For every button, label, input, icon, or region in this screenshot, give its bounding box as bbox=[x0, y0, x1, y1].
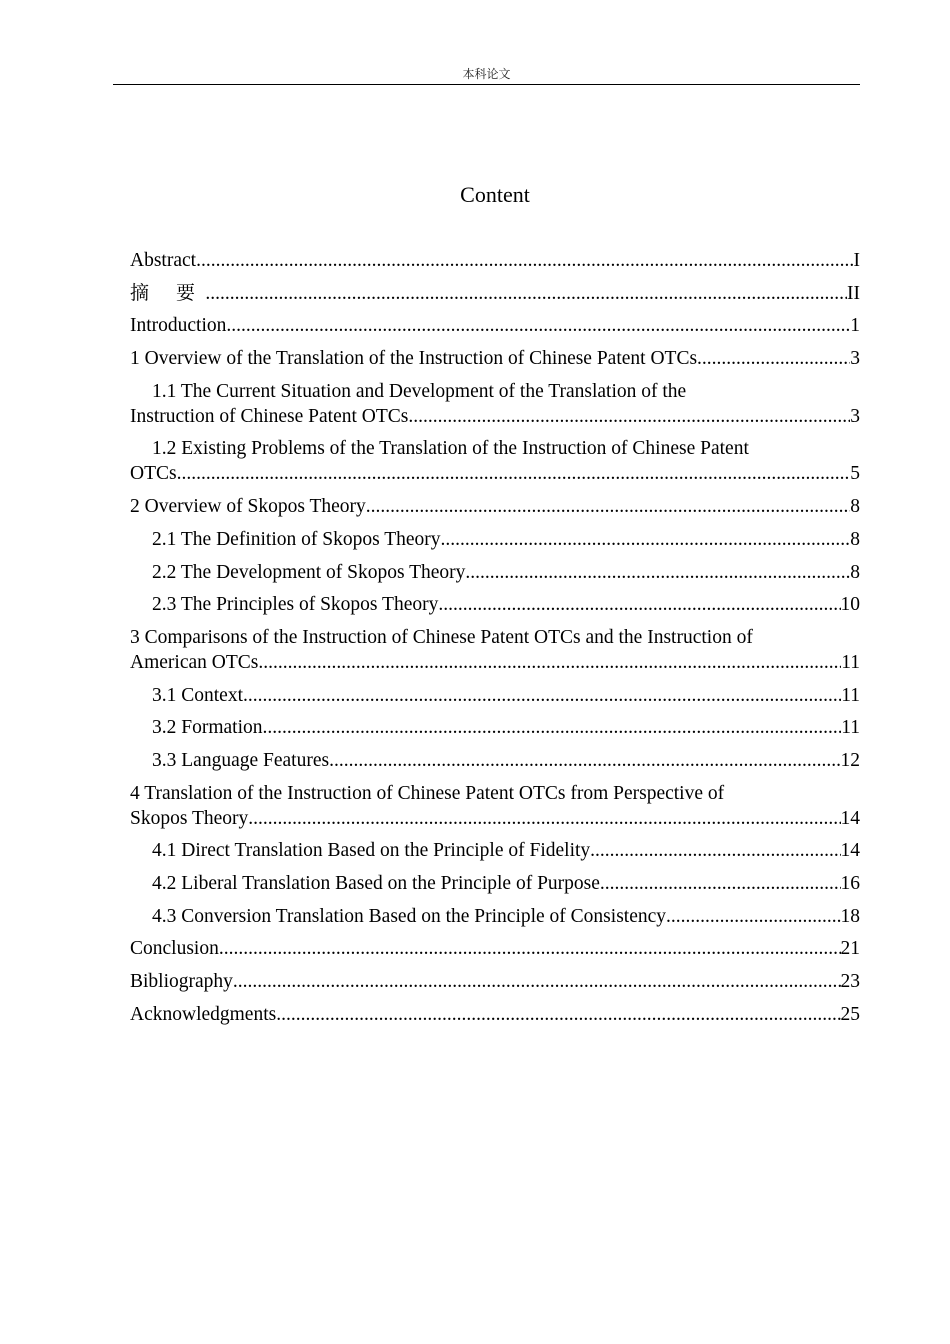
toc-dot-leader bbox=[600, 871, 841, 896]
page-header bbox=[113, 64, 860, 85]
toc-dot-leader bbox=[233, 969, 841, 994]
toc-entry[interactable] bbox=[130, 560, 860, 585]
toc-title: Content bbox=[460, 182, 530, 207]
toc-entry-row bbox=[130, 806, 860, 831]
toc-dot-leader bbox=[205, 281, 847, 306]
toc-entry-row bbox=[152, 592, 860, 617]
toc-dot-leader bbox=[329, 748, 840, 773]
toc-entry-title: 2 Overview of Skopos Theory bbox=[130, 496, 366, 518]
toc-entry[interactable] bbox=[130, 379, 860, 429]
toc-entry-title: 4.3 Conversion Translation Based on the Principle of Consistency bbox=[152, 905, 667, 927]
toc-entry-title-line: 4 Translation of the Instruction of Chinese Patent OTCs from Perspective of bbox=[130, 782, 725, 804]
toc-entry-title: Instruction of Chinese Patent OTCs bbox=[130, 405, 409, 427]
toc-entry-title: Acknowledgments bbox=[130, 1003, 277, 1025]
toc-entry-row bbox=[152, 871, 860, 896]
toc-page-number: 10 bbox=[840, 594, 860, 616]
toc-page-number: 11 bbox=[841, 684, 860, 706]
toc-dot-leader bbox=[196, 248, 853, 273]
toc-dot-leader bbox=[590, 838, 840, 863]
toc-dot-leader bbox=[263, 715, 842, 740]
toc-entry[interactable] bbox=[130, 313, 860, 338]
toc-page-number: 11 bbox=[841, 651, 860, 673]
toc-entry-title: Introduction bbox=[130, 315, 227, 337]
toc-entry-title-line: 3 Comparisons of the Instruction of Chinese Patent OTCs and the Instruction of bbox=[130, 626, 753, 648]
toc-dot-leader bbox=[666, 904, 840, 929]
toc-entry-title: 摘 要 bbox=[130, 281, 206, 304]
toc-page-number: 12 bbox=[840, 749, 860, 771]
toc-page-number: 1 bbox=[850, 315, 860, 337]
toc-entry[interactable] bbox=[130, 248, 860, 273]
toc-entry-row bbox=[152, 683, 860, 708]
toc-entry-row bbox=[152, 904, 860, 929]
toc-page-number: 8 bbox=[850, 496, 860, 518]
toc-entry-title: American OTCs bbox=[130, 651, 259, 673]
toc-page-number: 18 bbox=[840, 905, 860, 927]
toc-page-number: II bbox=[847, 282, 860, 304]
toc-page-number: 3 bbox=[850, 348, 860, 370]
toc-entry[interactable] bbox=[130, 625, 860, 675]
toc-page-number: I bbox=[853, 250, 860, 271]
toc-entry-title: 3.2 Formation bbox=[152, 717, 263, 739]
toc-entry-row bbox=[152, 560, 860, 585]
toc-page-number: 3 bbox=[850, 405, 860, 427]
toc-entry[interactable] bbox=[130, 494, 860, 519]
toc-entry-row bbox=[130, 281, 860, 306]
toc-entry-title: 2.3 The Principles of Skopos Theory bbox=[152, 594, 439, 616]
toc-entry[interactable] bbox=[130, 683, 860, 708]
toc-entry-row bbox=[130, 969, 860, 994]
toc-page-number: 23 bbox=[840, 971, 860, 993]
toc-entry-row bbox=[130, 494, 860, 519]
toc-entry-title: Abstract bbox=[130, 250, 197, 271]
toc-entry[interactable] bbox=[130, 1002, 860, 1027]
toc-page-number: 14 bbox=[840, 840, 860, 862]
toc-entry-title: OTCs bbox=[130, 463, 177, 485]
header-text: 本科论文 bbox=[462, 67, 511, 81]
table-of-contents bbox=[130, 248, 860, 1034]
toc-entry[interactable] bbox=[130, 936, 860, 961]
toc-entry-title: Bibliography bbox=[130, 971, 233, 993]
toc-entry-row bbox=[130, 313, 860, 338]
toc-entry-title: Skopos Theory bbox=[130, 807, 249, 829]
toc-entry-row bbox=[130, 461, 860, 486]
toc-entry[interactable] bbox=[130, 436, 860, 486]
toc-dot-leader bbox=[219, 936, 841, 961]
toc-page-number: 21 bbox=[840, 938, 860, 960]
toc-entry-title: 2.1 The Definition of Skopos Theory bbox=[152, 528, 441, 550]
toc-entry[interactable] bbox=[130, 748, 860, 773]
toc-dot-leader bbox=[697, 346, 850, 371]
toc-page-number: 8 bbox=[850, 561, 860, 583]
toc-dot-leader bbox=[366, 494, 850, 519]
toc-page-number: 8 bbox=[850, 528, 860, 550]
toc-entry-row bbox=[152, 527, 860, 552]
toc-dot-leader bbox=[441, 527, 851, 552]
toc-entry-row bbox=[130, 346, 860, 371]
toc-entry-row bbox=[130, 936, 860, 961]
toc-entry-row bbox=[152, 838, 860, 863]
toc-dot-leader bbox=[258, 650, 841, 675]
toc-page-number: 11 bbox=[841, 717, 860, 739]
toc-entry-row bbox=[130, 650, 860, 675]
toc-entry-title: 4.1 Direct Translation Based on the Principle of Fidelity bbox=[152, 840, 591, 862]
toc-entry-title: Conclusion bbox=[130, 938, 219, 960]
toc-entry-title: 3.1 Context bbox=[152, 684, 243, 706]
toc-entry[interactable] bbox=[130, 838, 860, 863]
toc-dot-leader bbox=[248, 806, 840, 831]
toc-dot-leader bbox=[408, 404, 850, 429]
toc-entry-title: 1 Overview of the Translation of the Instruction of Chinese Patent OTCs bbox=[130, 348, 698, 370]
toc-page-number: 25 bbox=[840, 1003, 860, 1025]
toc-entry[interactable] bbox=[130, 715, 860, 740]
toc-entry-row bbox=[130, 404, 860, 429]
toc-entry-title: 3.3 Language Features bbox=[152, 749, 330, 771]
toc-entry-title-line: 1.1 The Current Situation and Development of the Translation of the bbox=[152, 380, 687, 402]
toc-page-number: 14 bbox=[840, 807, 860, 829]
toc-dot-leader bbox=[177, 461, 851, 486]
toc-page-number: 16 bbox=[840, 873, 860, 894]
toc-entry-row bbox=[130, 1002, 860, 1027]
toc-entry-row bbox=[130, 248, 860, 273]
toc-entry-title: 4.2 Liberal Translation Based on the Principle of Purpose bbox=[152, 873, 600, 894]
toc-entry[interactable] bbox=[130, 592, 860, 617]
toc-page-number: 5 bbox=[850, 463, 860, 485]
toc-entry-row bbox=[152, 715, 860, 740]
toc-entry-title: 2.2 The Development of Skopos Theory bbox=[152, 561, 466, 583]
toc-entry[interactable] bbox=[130, 281, 860, 306]
toc-dot-leader bbox=[243, 683, 841, 708]
toc-entry[interactable] bbox=[130, 871, 860, 896]
toc-dot-leader bbox=[438, 592, 840, 617]
toc-entry[interactable] bbox=[130, 969, 860, 994]
toc-entry[interactable] bbox=[130, 904, 860, 929]
toc-entry-row bbox=[152, 748, 860, 773]
toc-entry-title-line: 1.2 Existing Problems of the Translation of the Instruction of Chinese Patent bbox=[152, 438, 749, 460]
toc-entry[interactable] bbox=[130, 781, 860, 831]
toc-dot-leader bbox=[226, 313, 850, 338]
toc-entry[interactable] bbox=[130, 527, 860, 552]
toc-dot-leader bbox=[465, 560, 850, 585]
toc-dot-leader bbox=[276, 1002, 840, 1027]
toc-entry[interactable] bbox=[130, 346, 860, 371]
